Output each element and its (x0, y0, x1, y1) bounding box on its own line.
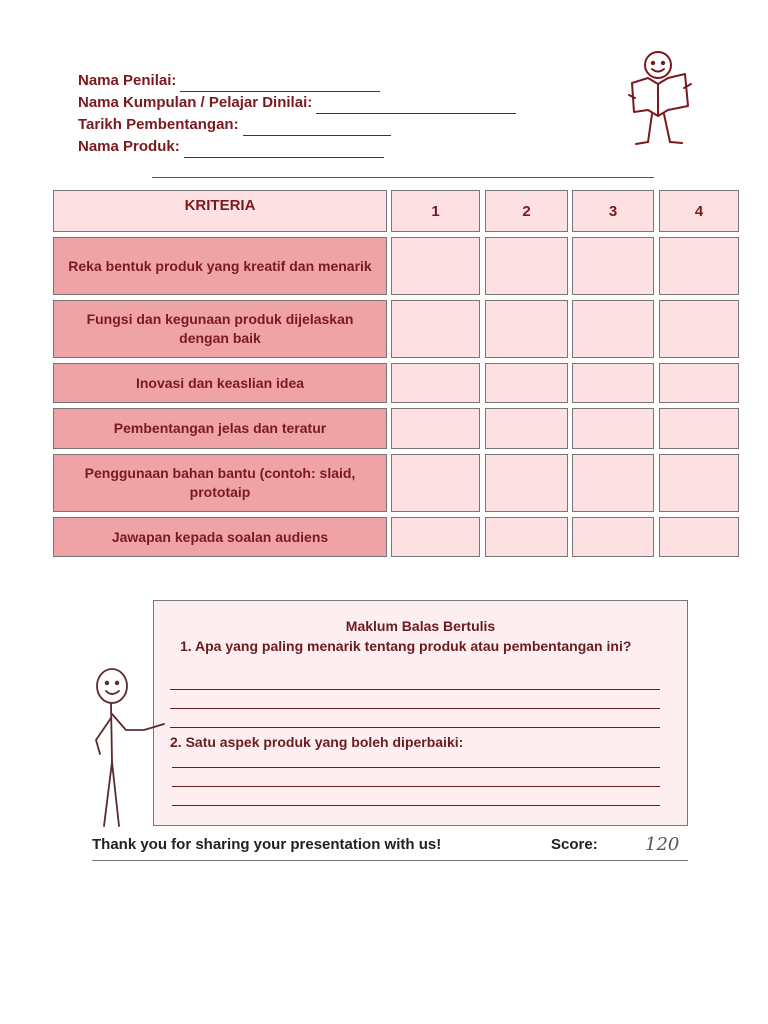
score-value: 120 (645, 834, 680, 855)
score-cell[interactable] (485, 408, 568, 449)
field-nama-kumpulan[interactable] (78, 92, 516, 114)
header-divider (152, 177, 654, 178)
score-cell[interactable] (572, 300, 654, 358)
criteria-cell: Pembentangan jelas dan teratur (53, 408, 387, 449)
score-cell[interactable] (485, 454, 568, 512)
criteria-cell: Penggunaan bahan bantu (contoh: slaid, prototaip (53, 454, 387, 512)
criteria-cell: Fungsi dan kegunaan produk dijelaskan dengan baik (53, 300, 387, 358)
feedback-title: Maklum Balas Bertulis (345, 618, 496, 634)
field-label: Nama Kumpulan / Pelajar Dinilai: (78, 94, 313, 111)
score-cell[interactable] (391, 300, 480, 358)
field-blank[interactable] (243, 121, 391, 136)
field-blank[interactable] (180, 77, 380, 92)
field-nama-produk[interactable] (78, 136, 516, 158)
field-label: Nama Penilai: (78, 72, 177, 89)
score-cell[interactable] (485, 300, 568, 358)
footer-line (92, 860, 688, 861)
score-header-4: 4 (659, 190, 739, 232)
field-tarikh[interactable] (78, 114, 516, 136)
answer-line[interactable] (170, 689, 660, 690)
field-nama-penilai[interactable] (78, 70, 516, 92)
score-cell[interactable] (485, 363, 568, 403)
score-header-3: 3 (572, 190, 654, 232)
score-header-2: 2 (485, 190, 568, 232)
score-cell[interactable] (391, 454, 480, 512)
header-fields (78, 70, 516, 158)
question-2-text: 2. Satu aspek produk yang boleh diperbaiki: (170, 734, 464, 750)
feedback-box (153, 600, 688, 826)
answer-line[interactable] (170, 708, 660, 709)
field-blank[interactable] (184, 143, 384, 158)
score-cell[interactable] (391, 408, 480, 449)
score-cell[interactable] (659, 408, 739, 449)
score-cell[interactable] (659, 454, 739, 512)
score-cell[interactable] (659, 237, 739, 295)
criteria-cell: Inovasi dan keaslian idea (53, 363, 387, 403)
score-cell[interactable] (659, 363, 739, 403)
answer-line[interactable] (170, 727, 660, 728)
score-cell[interactable] (572, 363, 654, 403)
score-cell[interactable] (391, 517, 480, 557)
score-cell[interactable] (391, 363, 480, 403)
score-cell[interactable] (572, 408, 654, 449)
criteria-cell: Reka bentuk produk yang kreatif dan menarik (53, 237, 387, 295)
score-cell[interactable] (572, 454, 654, 512)
score-cell[interactable] (572, 237, 654, 295)
field-label: Nama Produk: (78, 138, 180, 155)
score-cell[interactable] (485, 517, 568, 557)
score-cell[interactable] (572, 517, 654, 557)
score-header-1: 1 (391, 190, 480, 232)
thank-you-text: Thank you for sharing your presentation with us! (92, 836, 442, 853)
score-cell[interactable] (485, 237, 568, 295)
question-1-number: 1. (180, 638, 192, 654)
score-label: Score: (551, 836, 598, 853)
stick-figure-pointing-icon (86, 664, 168, 832)
question-1-text: Apa yang paling menarik tentang produk atau pembentangan ini? (195, 638, 632, 654)
answer-line[interactable] (172, 767, 660, 768)
field-label: Tarikh Pembentangan: (78, 116, 239, 133)
stick-figure-reading-icon (622, 48, 696, 150)
answer-line[interactable] (172, 786, 660, 787)
score-cell[interactable] (659, 300, 739, 358)
score-cell[interactable] (659, 517, 739, 557)
field-blank[interactable] (316, 99, 516, 114)
score-cell[interactable] (391, 237, 480, 295)
criteria-header: KRITERIA (53, 190, 387, 232)
answer-line[interactable] (172, 805, 660, 806)
criteria-cell: Jawapan kepada soalan audiens (53, 517, 387, 557)
